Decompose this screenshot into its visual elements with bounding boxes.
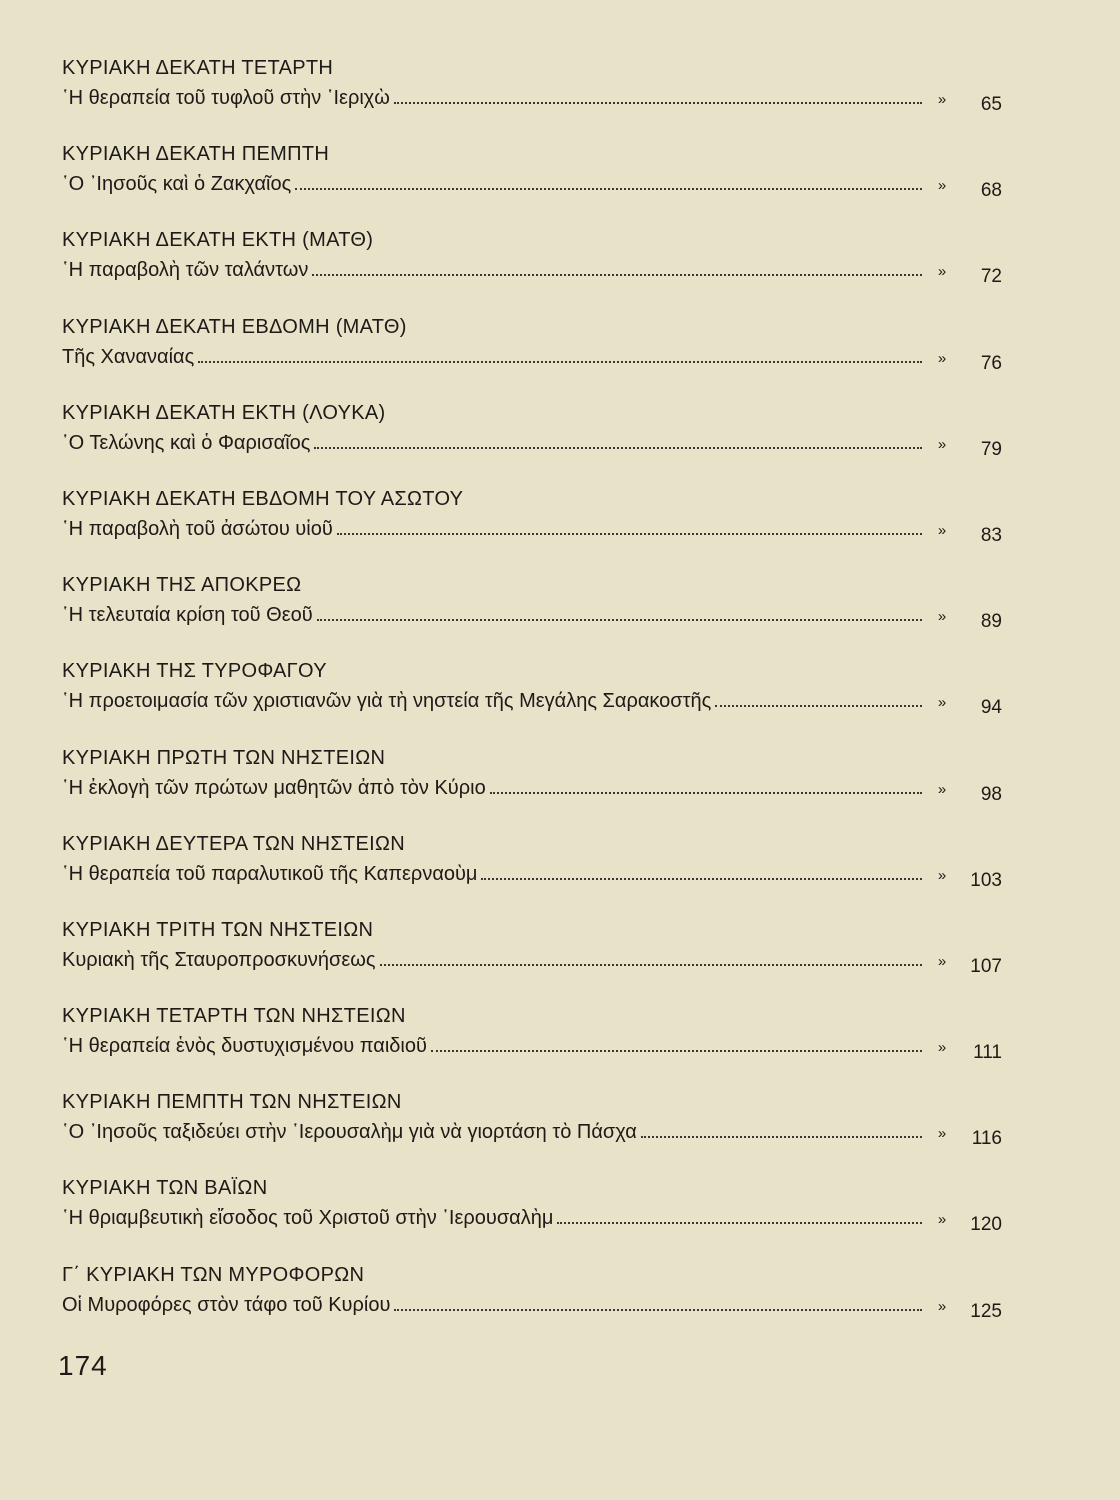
- dot-leader: [380, 963, 922, 966]
- toc-entry-line: [62, 860, 1002, 890]
- toc-entry-page: 98: [980, 783, 1002, 805]
- dot-leader: [314, 446, 922, 449]
- ditto-mark: »: [937, 780, 947, 798]
- dot-leader: [295, 187, 922, 190]
- toc-entry-line: [62, 1032, 1002, 1062]
- toc-entry-title: Οἱ Μυροφόρες στὸν τάφο τοῦ Κυρίου: [62, 1293, 391, 1316]
- dot-leader: [490, 791, 922, 794]
- toc-entry-heading: ΚΥΡΙΑΚΗ ΔΕΚΑΤΗ ΕΒΔΟΜΗ (ΜΑΤΘ): [62, 315, 407, 338]
- dot-leader: [317, 618, 922, 621]
- toc-entry-page: 116: [971, 1128, 1002, 1150]
- toc-entry-heading: ΚΥΡΙΑΚΗ ΤΕΤΑΡΤΗ ΤΩΝ ΝΗΣΤΕΙΩΝ: [62, 1005, 406, 1028]
- dot-leader: [481, 877, 922, 880]
- toc-entry-line: [62, 170, 1002, 200]
- ditto-mark: »: [937, 263, 947, 281]
- toc-entry: [62, 659, 1002, 745]
- toc-entry-page: 103: [970, 869, 1002, 891]
- ditto-mark: »: [937, 1125, 947, 1143]
- toc-entry-heading: ΚΥΡΙΑΚΗ ΠΡΩΤΗ ΤΩΝ ΝΗΣΤΕΙΩΝ: [62, 746, 386, 769]
- toc-entry-line: [62, 774, 1002, 804]
- ditto-mark: »: [937, 608, 947, 626]
- toc-entry-title: ῾Η τελευταία κρίση τοῦ Θεοῦ: [62, 604, 313, 627]
- toc-entry-line: [62, 1118, 1002, 1148]
- toc-entry-title: ῾Ο ᾿Ιησοῦς καὶ ὁ Ζακχαῖος: [62, 173, 292, 196]
- toc-entry-heading: ΚΥΡΙΑΚΗ ΤΗΣ ΤΥΡΟΦΑΓΟΥ: [62, 660, 327, 683]
- toc-entry-line: [62, 515, 1002, 545]
- toc-entry: [62, 1090, 1002, 1176]
- toc-entry-line: [62, 429, 1002, 459]
- toc-entry: [62, 56, 1002, 142]
- toc-entry-title: ῾Η προετοιμασία τῶν χριστιανῶν γιὰ τὴ νηστεία τῆς Μεγάλης Σαρακοστῆς: [62, 690, 712, 713]
- toc-entry-line: [62, 946, 1002, 976]
- toc-entry-page: 83: [980, 524, 1002, 546]
- toc-entry-page: 107: [970, 955, 1002, 977]
- dot-leader: [557, 1221, 922, 1224]
- toc-entry-page: 125: [970, 1300, 1002, 1322]
- dot-leader: [394, 101, 922, 104]
- dot-leader: [394, 1308, 922, 1311]
- toc-entry-page: 65: [980, 94, 1002, 115]
- dot-leader: [312, 273, 922, 276]
- toc-entry-heading: ΚΥΡΙΑΚΗ ΤΩΝ ΒΑΪΩΝ: [62, 1177, 268, 1200]
- dot-leader: [641, 1135, 922, 1138]
- ditto-mark: »: [937, 91, 947, 108]
- ditto-mark: »: [937, 1039, 947, 1057]
- toc-entry-page: 68: [980, 180, 1002, 202]
- toc-entry-title: ῾Η θριαμβευτικὴ εἴσοδος τοῦ Χριστοῦ στὴν ῾Ιερουσαλὴμ: [62, 1207, 554, 1230]
- table-of-contents: [62, 56, 1002, 1349]
- ditto-mark: »: [937, 435, 947, 453]
- toc-entry-page: 76: [980, 352, 1002, 374]
- toc-entry-title: ῾Η ἐκλογὴ τῶν πρώτων μαθητῶν ἀπὸ τὸν Κύριο: [62, 776, 486, 799]
- toc-entry-line: [62, 601, 1002, 631]
- toc-entry-page: 72: [980, 266, 1002, 288]
- toc-entry-heading: ΚΥΡΙΑΚΗ ΔΕΚΑΤΗ ΕΒΔΟΜΗ ΤΟΥ ΑΣΩΤΟΥ: [62, 487, 464, 510]
- toc-entry: [62, 832, 1002, 918]
- toc-entry: [62, 315, 1002, 401]
- ditto-mark: »: [937, 866, 947, 884]
- toc-entry-title: ῾Η θεραπεία ἑνὸς δυστυχισμένου παιδιοῦ: [62, 1035, 427, 1058]
- toc-entry-line: [62, 687, 1002, 717]
- toc-entry-line: [62, 84, 1002, 114]
- page-number: 174: [58, 1350, 108, 1381]
- ditto-mark: »: [937, 694, 947, 712]
- ditto-mark: »: [937, 521, 947, 539]
- toc-entry-heading: ΚΥΡΙΑΚΗ ΔΕΚΑΤΗ ΕΚΤΗ (ΛΟΥΚΑ): [62, 401, 386, 424]
- toc-entry-heading: Γ΄ ΚΥΡΙΑΚΗ ΤΩΝ ΜΥΡΟΦΟΡΩΝ: [62, 1263, 365, 1286]
- toc-entry: [62, 918, 1002, 1004]
- toc-entry-title: ῾Ο Τελώνης καὶ ὁ Φαρισαῖος: [62, 431, 311, 454]
- ditto-mark: »: [937, 349, 947, 367]
- toc-entry-title: ῾Η παραβολὴ τῶν ταλάντων: [62, 259, 309, 282]
- toc-entry-line: [62, 1291, 1002, 1321]
- toc-entry-line: [62, 343, 1002, 373]
- toc-entry-line: [62, 256, 1002, 286]
- toc-entry: [62, 487, 1002, 573]
- toc-entry-page: 89: [980, 611, 1002, 633]
- toc-entry-title: ῾Η παραβολὴ τοῦ ἀσώτου υἱοῦ: [62, 517, 333, 540]
- toc-entry-line: [62, 1204, 1002, 1234]
- ditto-mark: »: [937, 1211, 947, 1229]
- toc-entry-title: ῾Ο ᾿Ιησοῦς ταξιδεύει στὴν ῾Ιερουσαλὴμ γιὰ νὰ γιορτάση τὸ Πάσχα: [62, 1121, 637, 1144]
- toc-entry: [62, 1263, 1002, 1349]
- toc-entry: [62, 1176, 1002, 1262]
- ditto-mark: »: [937, 177, 947, 195]
- toc-entry: [62, 746, 1002, 832]
- ditto-mark: »: [937, 952, 947, 970]
- toc-entry-heading: ΚΥΡΙΑΚΗ ΔΕΚΑΤΗ ΕΚΤΗ (ΜΑΤΘ): [62, 229, 374, 252]
- toc-entry: [62, 228, 1002, 314]
- toc-entry-page: 120: [970, 1214, 1002, 1236]
- dot-leader: [715, 704, 922, 707]
- dot-leader: [337, 532, 922, 535]
- toc-entry: [62, 401, 1002, 487]
- toc-entry-heading: ΚΥΡΙΑΚΗ ΔΕΚΑΤΗ ΠΕΜΠΤΗ: [62, 143, 330, 166]
- toc-entry-title: ῾Η θεραπεία τοῦ τυφλοῦ στὴν ῾Ιεριχὼ: [62, 87, 390, 109]
- toc-entry-heading: ΚΥΡΙΑΚΗ ΠΕΜΠΤΗ ΤΩΝ ΝΗΣΤΕΙΩΝ: [62, 1091, 402, 1114]
- toc-entry-page: 94: [980, 697, 1002, 719]
- toc-entry: [62, 1004, 1002, 1090]
- dot-leader: [198, 360, 922, 363]
- toc-entry-title: Κυριακὴ τῆς Σταυροπροσκυνήσεως: [62, 948, 376, 971]
- ditto-mark: »: [937, 1297, 947, 1315]
- toc-entry-title: ῾Η θεραπεία τοῦ παραλυτικοῦ τῆς Καπερναοὺμ: [62, 862, 478, 885]
- toc-entry-heading: ΚΥΡΙΑΚΗ ΔΕΥΤΕΡΑ ΤΩΝ ΝΗΣΤΕΙΩΝ: [62, 832, 405, 855]
- toc-entry-title: Τῆς Χαναναίας: [62, 345, 195, 368]
- toc-entry-heading: ΚΥΡΙΑΚΗ ΔΕΚΑΤΗ ΤΕΤΑΡΤΗ: [62, 57, 334, 79]
- toc-entry: [62, 573, 1002, 659]
- toc-entry-page: 111: [973, 1042, 1002, 1064]
- toc-entry-heading: ΚΥΡΙΑΚΗ ΤΡΙΤΗ ΤΩΝ ΝΗΣΤΕΙΩΝ: [62, 918, 374, 941]
- toc-entry-heading: ΚΥΡΙΑΚΗ ΤΗΣ ΑΠΟΚΡΕΩ: [62, 574, 302, 597]
- toc-entry-page: 79: [980, 438, 1002, 460]
- dot-leader: [431, 1049, 922, 1052]
- toc-entry: [62, 142, 1002, 228]
